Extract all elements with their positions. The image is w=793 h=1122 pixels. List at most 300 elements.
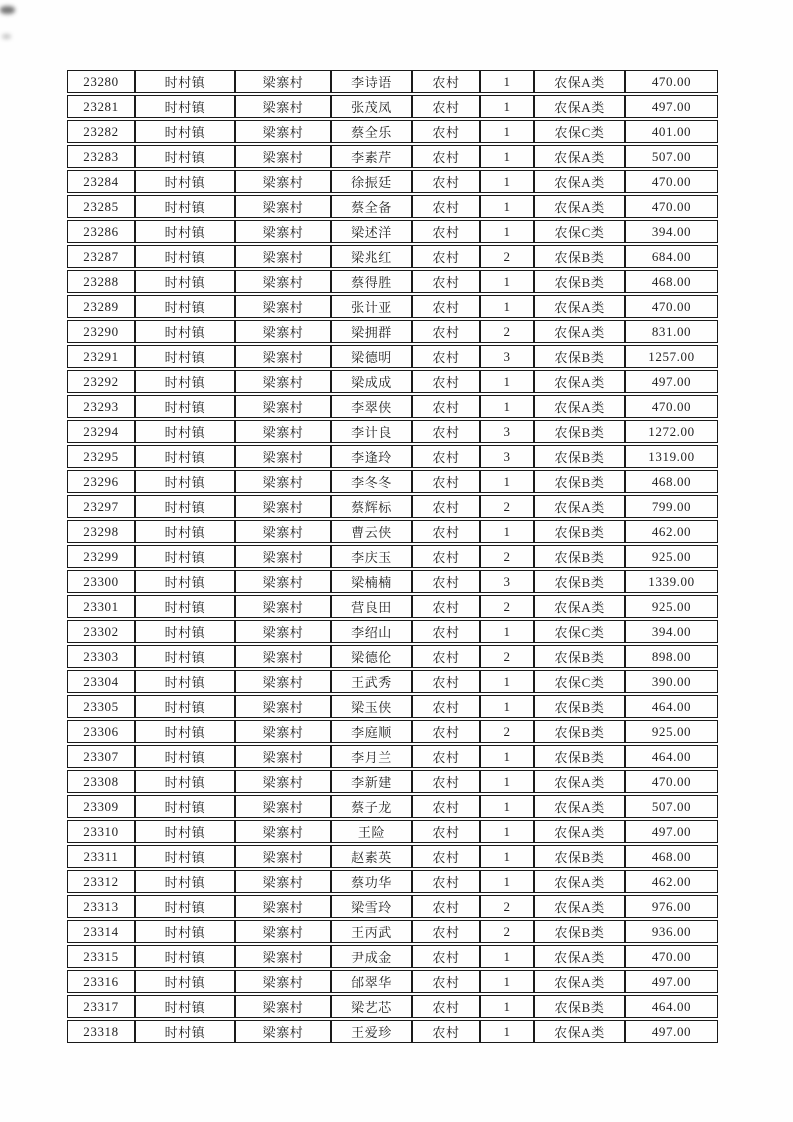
cell-insurance-category: 农保B类 [534,470,625,493]
cell-village: 梁寨村 [235,795,331,818]
cell-serial-number: 23289 [67,295,135,318]
cell-town: 时村镇 [135,895,235,918]
cell-amount: 497.00 [625,95,718,118]
cell-residence-type: 农村 [412,570,480,593]
cell-village: 梁寨村 [235,145,331,168]
cell-person-name: 李素芹 [331,145,412,168]
cell-village: 梁寨村 [235,745,331,768]
cell-town: 时村镇 [135,995,235,1018]
cell-person-count: 1 [480,470,534,493]
cell-town: 时村镇 [135,245,235,268]
cell-town: 时村镇 [135,445,235,468]
cell-serial-number: 23283 [67,145,135,168]
cell-person-name: 徐振廷 [331,170,412,193]
cell-person-name: 张计亚 [331,295,412,318]
cell-serial-number: 23301 [67,595,135,618]
cell-town: 时村镇 [135,920,235,943]
cell-person-name: 张茂凤 [331,95,412,118]
cell-village: 梁寨村 [235,870,331,893]
cell-person-count: 2 [480,720,534,743]
cell-town: 时村镇 [135,195,235,218]
cell-village: 梁寨村 [235,895,331,918]
cell-insurance-category: 农保A类 [534,70,625,93]
cell-village: 梁寨村 [235,420,331,443]
cell-person-name: 梁德伦 [331,645,412,668]
cell-residence-type: 农村 [412,345,480,368]
cell-person-count: 1 [480,520,534,543]
cell-residence-type: 农村 [412,320,480,343]
cell-person-count: 1 [480,70,534,93]
cell-village: 梁寨村 [235,195,331,218]
cell-serial-number: 23317 [67,995,135,1018]
cell-person-name: 赵素英 [331,845,412,868]
table-row [67,695,718,718]
table-row [67,895,718,918]
cell-village: 梁寨村 [235,845,331,868]
cell-residence-type: 农村 [412,220,480,243]
table-row [67,295,718,318]
cell-insurance-category: 农保A类 [534,95,625,118]
cell-person-count: 1 [480,120,534,143]
cell-person-name: 梁雪玲 [331,895,412,918]
cell-residence-type: 农村 [412,445,480,468]
cell-person-count: 2 [480,495,534,518]
cell-village: 梁寨村 [235,70,331,93]
cell-amount: 468.00 [625,270,718,293]
cell-person-count: 1 [480,770,534,793]
cell-person-name: 李翠侠 [331,395,412,418]
cell-amount: 401.00 [625,120,718,143]
cell-person-count: 1 [480,295,534,318]
cell-person-name: 蔡全乐 [331,120,412,143]
cell-serial-number: 23316 [67,970,135,993]
cell-person-count: 2 [480,920,534,943]
table-row [67,495,718,518]
cell-town: 时村镇 [135,720,235,743]
cell-amount: 976.00 [625,895,718,918]
cell-residence-type: 农村 [412,645,480,668]
cell-person-name: 尹成金 [331,945,412,968]
cell-person-count: 1 [480,670,534,693]
cell-village: 梁寨村 [235,445,331,468]
cell-town: 时村镇 [135,220,235,243]
cell-person-name: 营良田 [331,595,412,618]
cell-serial-number: 23306 [67,720,135,743]
cell-amount: 394.00 [625,620,718,643]
cell-person-count: 2 [480,595,534,618]
cell-person-count: 1 [480,945,534,968]
cell-amount: 1272.00 [625,420,718,443]
cell-person-name: 李冬冬 [331,470,412,493]
cell-insurance-category: 农保A类 [534,195,625,218]
scan-artifact [0,6,15,14]
cell-amount: 497.00 [625,1020,718,1043]
cell-insurance-category: 农保A类 [534,395,625,418]
cell-town: 时村镇 [135,470,235,493]
cell-residence-type: 农村 [412,795,480,818]
cell-person-name: 梁艺芯 [331,995,412,1018]
cell-person-count: 1 [480,170,534,193]
cell-amount: 1319.00 [625,445,718,468]
cell-amount: 464.00 [625,995,718,1018]
cell-insurance-category: 农保B类 [534,545,625,568]
table-row [67,395,718,418]
cell-insurance-category: 农保B类 [534,920,625,943]
cell-town: 时村镇 [135,945,235,968]
cell-person-count: 1 [480,145,534,168]
cell-person-count: 3 [480,445,534,468]
cell-person-name: 李庆玉 [331,545,412,568]
cell-serial-number: 23313 [67,895,135,918]
cell-town: 时村镇 [135,70,235,93]
cell-residence-type: 农村 [412,1020,480,1043]
cell-insurance-category: 农保A类 [534,945,625,968]
cell-serial-number: 23305 [67,695,135,718]
cell-serial-number: 23285 [67,195,135,218]
cell-town: 时村镇 [135,1020,235,1043]
cell-amount: 462.00 [625,520,718,543]
table-row [67,920,718,943]
cell-town: 时村镇 [135,545,235,568]
cell-village: 梁寨村 [235,645,331,668]
cell-amount: 462.00 [625,870,718,893]
cell-insurance-category: 农保A类 [534,895,625,918]
cell-serial-number: 23292 [67,370,135,393]
cell-serial-number: 23281 [67,95,135,118]
cell-village: 梁寨村 [235,345,331,368]
cell-person-name: 梁楠楠 [331,570,412,593]
cell-person-name: 王险 [331,820,412,843]
cell-village: 梁寨村 [235,470,331,493]
table-row [67,770,718,793]
cell-insurance-category: 农保B类 [534,245,625,268]
table-row [67,170,718,193]
cell-person-count: 1 [480,870,534,893]
cell-amount: 925.00 [625,545,718,568]
cell-serial-number: 23309 [67,795,135,818]
cell-town: 时村镇 [135,595,235,618]
cell-amount: 1257.00 [625,345,718,368]
cell-village: 梁寨村 [235,995,331,1018]
cell-amount: 390.00 [625,670,718,693]
cell-serial-number: 23297 [67,495,135,518]
cell-person-count: 1 [480,1020,534,1043]
cell-person-count: 2 [480,320,534,343]
cell-serial-number: 23302 [67,620,135,643]
table-row [67,545,718,568]
cell-insurance-category: 农保B类 [534,445,625,468]
table-row [67,320,718,343]
cell-insurance-category: 农保C类 [534,120,625,143]
cell-person-name: 梁成成 [331,370,412,393]
cell-serial-number: 23315 [67,945,135,968]
cell-person-count: 1 [480,695,534,718]
cell-residence-type: 农村 [412,820,480,843]
cell-residence-type: 农村 [412,495,480,518]
table-row [67,120,718,143]
cell-serial-number: 23284 [67,170,135,193]
cell-insurance-category: 农保A类 [534,795,625,818]
cell-residence-type: 农村 [412,595,480,618]
cell-serial-number: 23293 [67,395,135,418]
cell-amount: 898.00 [625,645,718,668]
cell-insurance-category: 农保A类 [534,320,625,343]
cell-insurance-category: 农保B类 [534,570,625,593]
cell-town: 时村镇 [135,795,235,818]
cell-residence-type: 农村 [412,520,480,543]
table-row [67,845,718,868]
cell-person-count: 1 [480,395,534,418]
table-row [67,620,718,643]
cell-town: 时村镇 [135,345,235,368]
cell-insurance-category: 农保B类 [534,745,625,768]
cell-serial-number: 23298 [67,520,135,543]
cell-insurance-category: 农保B类 [534,720,625,743]
cell-insurance-category: 农保B类 [534,520,625,543]
table-row [67,945,718,968]
cell-insurance-category: 农保B类 [534,645,625,668]
table-row [67,245,718,268]
cell-amount: 468.00 [625,845,718,868]
cell-insurance-category: 农保B类 [534,270,625,293]
cell-village: 梁寨村 [235,945,331,968]
cell-residence-type: 农村 [412,845,480,868]
cell-person-name: 曹云侠 [331,520,412,543]
cell-person-count: 1 [480,970,534,993]
cell-person-name: 梁兆红 [331,245,412,268]
cell-serial-number: 23296 [67,470,135,493]
cell-residence-type: 农村 [412,920,480,943]
cell-insurance-category: 农保A类 [534,595,625,618]
table-row [67,95,718,118]
cell-serial-number: 23286 [67,220,135,243]
cell-amount: 507.00 [625,145,718,168]
cell-person-count: 1 [480,845,534,868]
table-row [67,370,718,393]
table-row [67,445,718,468]
cell-residence-type: 农村 [412,170,480,193]
cell-village: 梁寨村 [235,670,331,693]
cell-person-name: 李诗语 [331,70,412,93]
records-table [67,70,718,1045]
cell-insurance-category: 农保A类 [534,295,625,318]
cell-village: 梁寨村 [235,220,331,243]
cell-amount: 925.00 [625,720,718,743]
cell-amount: 470.00 [625,170,718,193]
cell-amount: 468.00 [625,470,718,493]
cell-serial-number: 23318 [67,1020,135,1043]
cell-town: 时村镇 [135,170,235,193]
cell-village: 梁寨村 [235,820,331,843]
cell-person-count: 2 [480,545,534,568]
cell-person-name: 李绍山 [331,620,412,643]
cell-person-name: 王丙武 [331,920,412,943]
cell-town: 时村镇 [135,270,235,293]
cell-insurance-category: 农保B类 [534,695,625,718]
cell-town: 时村镇 [135,645,235,668]
cell-residence-type: 农村 [412,995,480,1018]
cell-residence-type: 农村 [412,870,480,893]
cell-town: 时村镇 [135,395,235,418]
cell-serial-number: 23291 [67,345,135,368]
cell-person-name: 蔡辉标 [331,495,412,518]
cell-residence-type: 农村 [412,620,480,643]
cell-residence-type: 农村 [412,420,480,443]
cell-residence-type: 农村 [412,770,480,793]
table-row [67,470,718,493]
cell-village: 梁寨村 [235,720,331,743]
cell-person-count: 1 [480,795,534,818]
table-row [67,345,718,368]
cell-person-name: 李月兰 [331,745,412,768]
cell-person-name: 蔡全备 [331,195,412,218]
cell-residence-type: 农村 [412,295,480,318]
cell-residence-type: 农村 [412,470,480,493]
cell-residence-type: 农村 [412,370,480,393]
cell-village: 梁寨村 [235,970,331,993]
cell-serial-number: 23300 [67,570,135,593]
cell-amount: 470.00 [625,70,718,93]
cell-town: 时村镇 [135,870,235,893]
cell-insurance-category: 农保A类 [534,770,625,793]
table-row [67,70,718,93]
cell-person-count: 3 [480,420,534,443]
cell-person-name: 蔡子龙 [331,795,412,818]
cell-serial-number: 23307 [67,745,135,768]
cell-amount: 684.00 [625,245,718,268]
cell-person-name: 梁德明 [331,345,412,368]
cell-village: 梁寨村 [235,695,331,718]
cell-village: 梁寨村 [235,170,331,193]
cell-amount: 470.00 [625,295,718,318]
cell-residence-type: 农村 [412,195,480,218]
cell-residence-type: 农村 [412,120,480,143]
cell-insurance-category: 农保C类 [534,670,625,693]
cell-amount: 936.00 [625,920,718,943]
cell-person-count: 1 [480,195,534,218]
table-row [67,970,718,993]
cell-insurance-category: 农保B类 [534,345,625,368]
cell-serial-number: 23294 [67,420,135,443]
table-row [67,645,718,668]
cell-insurance-category: 农保A类 [534,1020,625,1043]
table-row [67,520,718,543]
cell-insurance-category: 农保C类 [534,220,625,243]
cell-residence-type: 农村 [412,70,480,93]
table-row [67,870,718,893]
table-row [67,720,718,743]
cell-residence-type: 农村 [412,695,480,718]
cell-town: 时村镇 [135,295,235,318]
cell-amount: 1339.00 [625,570,718,593]
table-row [67,570,718,593]
cell-town: 时村镇 [135,120,235,143]
cell-person-name: 蔡功华 [331,870,412,893]
cell-residence-type: 农村 [412,970,480,993]
cell-insurance-category: 农保A类 [534,370,625,393]
cell-village: 梁寨村 [235,620,331,643]
cell-serial-number: 23280 [67,70,135,93]
cell-serial-number: 23282 [67,120,135,143]
cell-insurance-category: 农保B类 [534,845,625,868]
cell-town: 时村镇 [135,495,235,518]
cell-residence-type: 农村 [412,545,480,568]
cell-serial-number: 23303 [67,645,135,668]
cell-person-count: 1 [480,820,534,843]
cell-amount: 497.00 [625,370,718,393]
cell-person-name: 梁拥群 [331,320,412,343]
cell-amount: 497.00 [625,820,718,843]
table-row [67,195,718,218]
cell-serial-number: 23312 [67,870,135,893]
cell-person-name: 王武秀 [331,670,412,693]
cell-person-name: 梁玉侠 [331,695,412,718]
cell-amount: 470.00 [625,195,718,218]
cell-person-name: 李逢玲 [331,445,412,468]
cell-person-name: 邰翠华 [331,970,412,993]
cell-insurance-category: 农保B类 [534,995,625,1018]
table-row [67,820,718,843]
cell-residence-type: 农村 [412,720,480,743]
cell-serial-number: 23287 [67,245,135,268]
cell-village: 梁寨村 [235,570,331,593]
cell-person-count: 1 [480,620,534,643]
cell-village: 梁寨村 [235,370,331,393]
cell-person-count: 1 [480,745,534,768]
cell-town: 时村镇 [135,745,235,768]
cell-person-count: 3 [480,570,534,593]
cell-amount: 394.00 [625,220,718,243]
cell-person-count: 1 [480,270,534,293]
table-row [67,670,718,693]
cell-amount: 470.00 [625,945,718,968]
cell-amount: 470.00 [625,770,718,793]
cell-village: 梁寨村 [235,1020,331,1043]
cell-serial-number: 23308 [67,770,135,793]
cell-town: 时村镇 [135,420,235,443]
cell-serial-number: 23304 [67,670,135,693]
cell-residence-type: 农村 [412,395,480,418]
cell-amount: 497.00 [625,970,718,993]
cell-person-name: 李庭顺 [331,720,412,743]
cell-residence-type: 农村 [412,945,480,968]
cell-town: 时村镇 [135,95,235,118]
table-row [67,795,718,818]
cell-person-count: 1 [480,220,534,243]
cell-town: 时村镇 [135,845,235,868]
cell-town: 时村镇 [135,620,235,643]
cell-person-count: 1 [480,995,534,1018]
cell-village: 梁寨村 [235,295,331,318]
cell-person-name: 李新建 [331,770,412,793]
cell-insurance-category: 农保B类 [534,420,625,443]
cell-town: 时村镇 [135,145,235,168]
cell-person-name: 蔡得胜 [331,270,412,293]
cell-village: 梁寨村 [235,120,331,143]
cell-person-name: 王爱珍 [331,1020,412,1043]
table-row [67,220,718,243]
table-row [67,145,718,168]
cell-residence-type: 农村 [412,895,480,918]
cell-person-name: 李计良 [331,420,412,443]
cell-town: 时村镇 [135,970,235,993]
cell-town: 时村镇 [135,370,235,393]
cell-insurance-category: 农保A类 [534,970,625,993]
cell-insurance-category: 农保C类 [534,620,625,643]
scan-artifact [2,34,11,39]
cell-town: 时村镇 [135,320,235,343]
table-row [67,270,718,293]
